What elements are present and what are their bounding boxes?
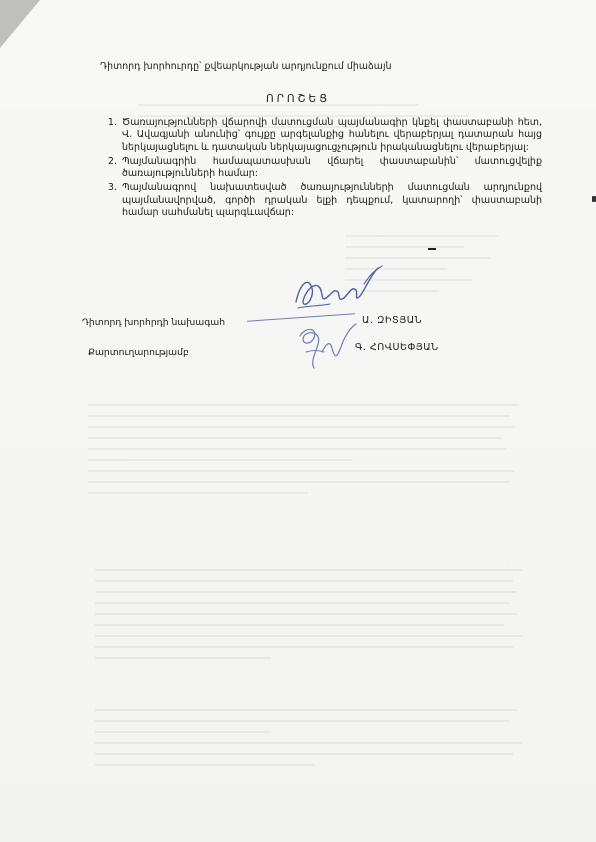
secretary-name: Գ. ՀՈՎՍԵՓՅԱՆ	[355, 342, 439, 353]
secretary-signature	[292, 322, 362, 374]
bleed-through-block	[88, 395, 528, 503]
folded-corner	[0, 0, 40, 48]
decision-items-list	[100, 117, 542, 221]
bleed-through-block	[95, 700, 535, 775]
decision-item: 2. Պայմանագրին համապատասխան վճարել փաստաբանին՝ մատուցվելիք ծառայությունների համար:	[120, 156, 542, 181]
decision-item: 3. Պայմանագրով նախատեսված ծառայությունների մատուցման արդյունքով պայմանավորված, գործի դրական ելքի դեպքում, կատարողի՝ փաստաբանի համար սահմանել պարգևավճար:	[120, 182, 542, 219]
chair-name: Ա. ԶԻՏՅԱՆ	[362, 315, 423, 326]
bleed-through-block	[95, 560, 535, 668]
decision-heading: ՈՐՈՇԵՑ	[265, 93, 331, 105]
secretary-title: Քարտուղարությամբ	[88, 347, 189, 358]
chair-title: Դիտորդ խորհրդի նախագահ	[82, 317, 226, 328]
chair-signature	[278, 262, 388, 320]
dash-mark	[428, 248, 436, 250]
decision-item: 1. Ծառայությունների վճարովի մատուցման պայմանագիր կնքել փաստաբանի հետ, Վ. Ավագյանի անունից՝ գույքը արգելանքից հանելու վերաբերյալ դատարան հայց ներկայացնելու և դատական ներկայացուցչություն իրականացնելու վերաբերյալ:	[120, 117, 542, 154]
edge-mark	[592, 196, 596, 202]
intro-statement: Դիտորդ խորհուրդը՝ քվեարկության արդյունքում միաձայն	[100, 61, 392, 72]
